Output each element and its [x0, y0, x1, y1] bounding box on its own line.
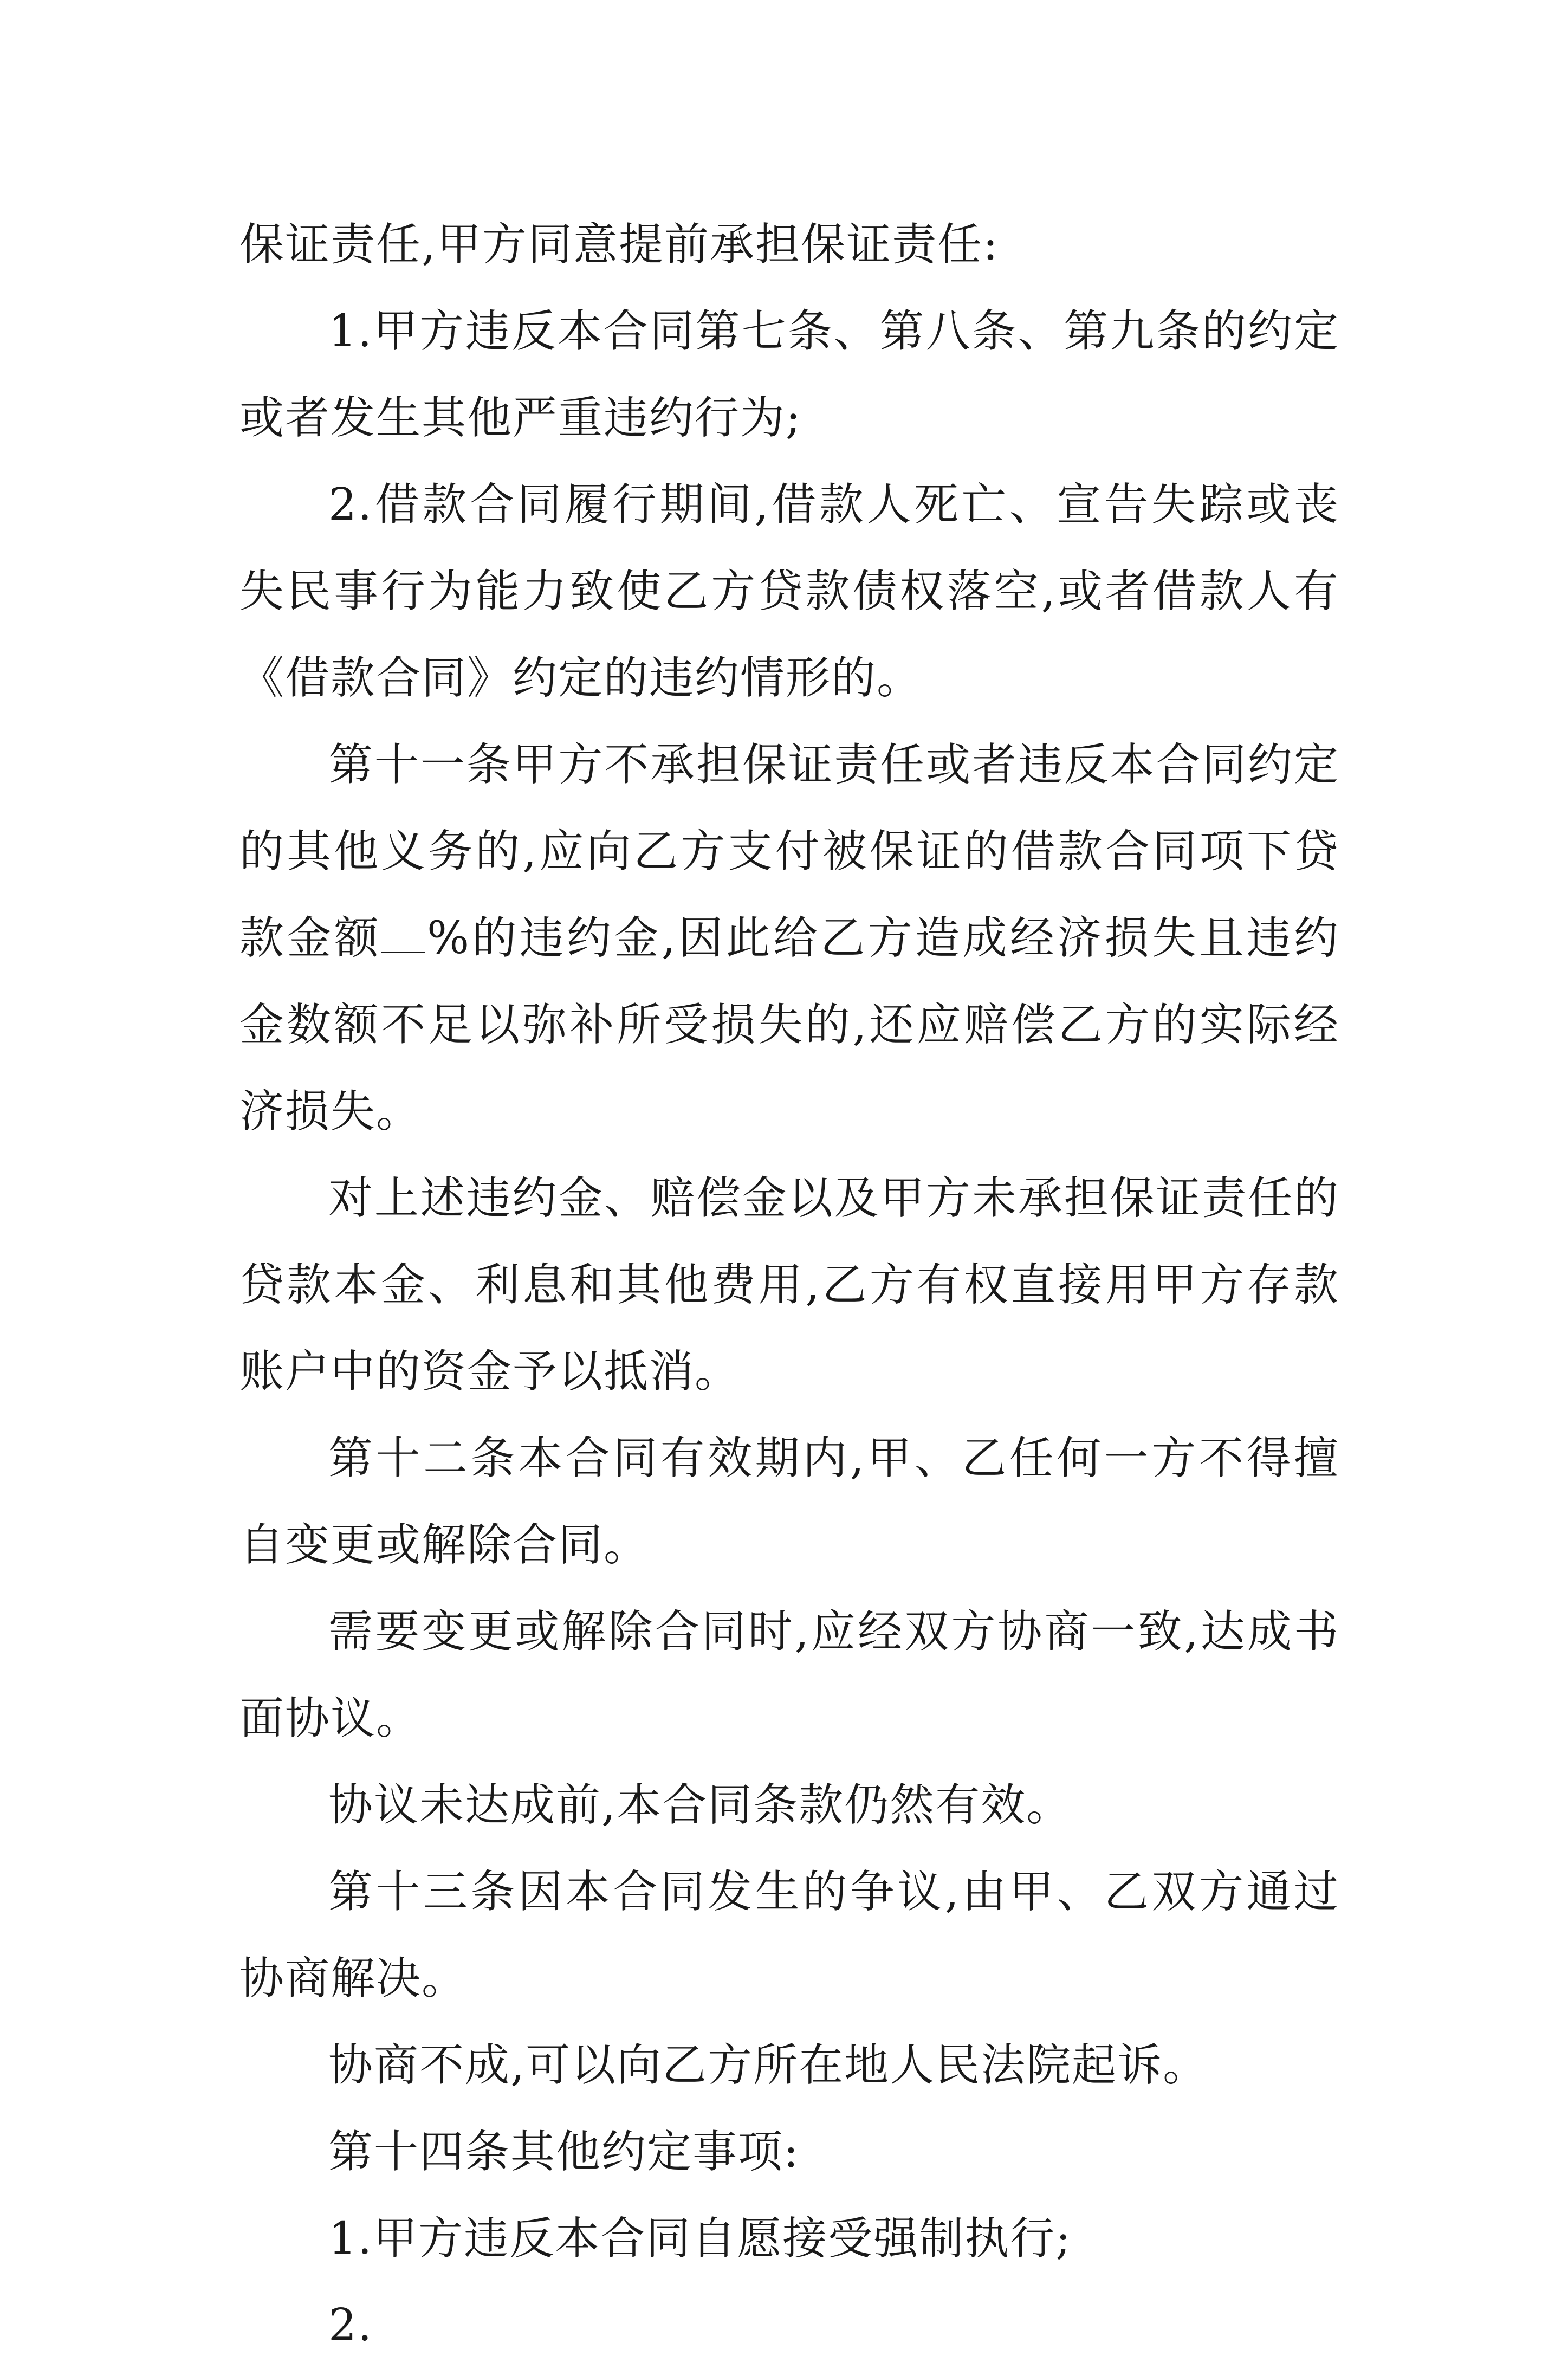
paragraph-item-2: 2. [328, 2300, 373, 2351]
article-11-text-after: %的违约金,因此给乙方造成经济损失且违约金数额不足以弥补所受损失的,还应赔偿乙方的实际经济损失。 [239, 912, 1339, 1137]
percentage-blank [381, 912, 425, 953]
article-11-text-before: 第十一条甲方不承担保证责任或者违反本合同约定的其他义务的,应向乙方支付被保证的借款合同项下贷款金额 [239, 739, 1339, 964]
paragraph-guarantee-early: 保证责任,甲方同意提前承担保证责任: [239, 219, 999, 270]
paragraph-modification: 需要变更或解除合同时,应经双方协商一致,达成书面协议。 [239, 1606, 1339, 1744]
paragraph-article-14: 第十四条其他约定事项: [328, 2126, 800, 2178]
paragraph-article-13: 第十三条因本合同发生的争议,由甲、乙双方通过协商解决。 [239, 1866, 1339, 2004]
paragraph-clause-2: 2.借款合同履行期间,借款人死亡、宣告失踪或丧失民事行为能力致使乙方贷款债权落空,或者借款人有《借款合同》约定的违约情形的。 [239, 479, 1339, 704]
paragraph-item-1: 1.甲方违反本合同自愿接受强制执行; [328, 2213, 1072, 2264]
contract-body [239, 202, 1339, 2369]
paragraph-article-11 [239, 722, 1339, 1155]
paragraph-litigation: 协商不成,可以向乙方所在地人民法院起诉。 [328, 2040, 1209, 2091]
paragraph-offset: 对上述违约金、赔偿金以及甲方未承担保证责任的贷款本金、利息和其他费用,乙方有权直接用甲方存款账户中的资金予以抵消。 [239, 1173, 1339, 1397]
paragraph-validity: 协议未达成前,本合同条款仍然有效。 [328, 1779, 1072, 1831]
paragraph-article-12: 第十二条本合同有效期内,甲、乙任何一方不得擅自变更或解除合同。 [239, 1433, 1339, 1571]
paragraph-clause-1: 1.甲方违反本合同第七条、第八条、第九条的约定或者发生其他严重违约行为; [239, 306, 1339, 444]
